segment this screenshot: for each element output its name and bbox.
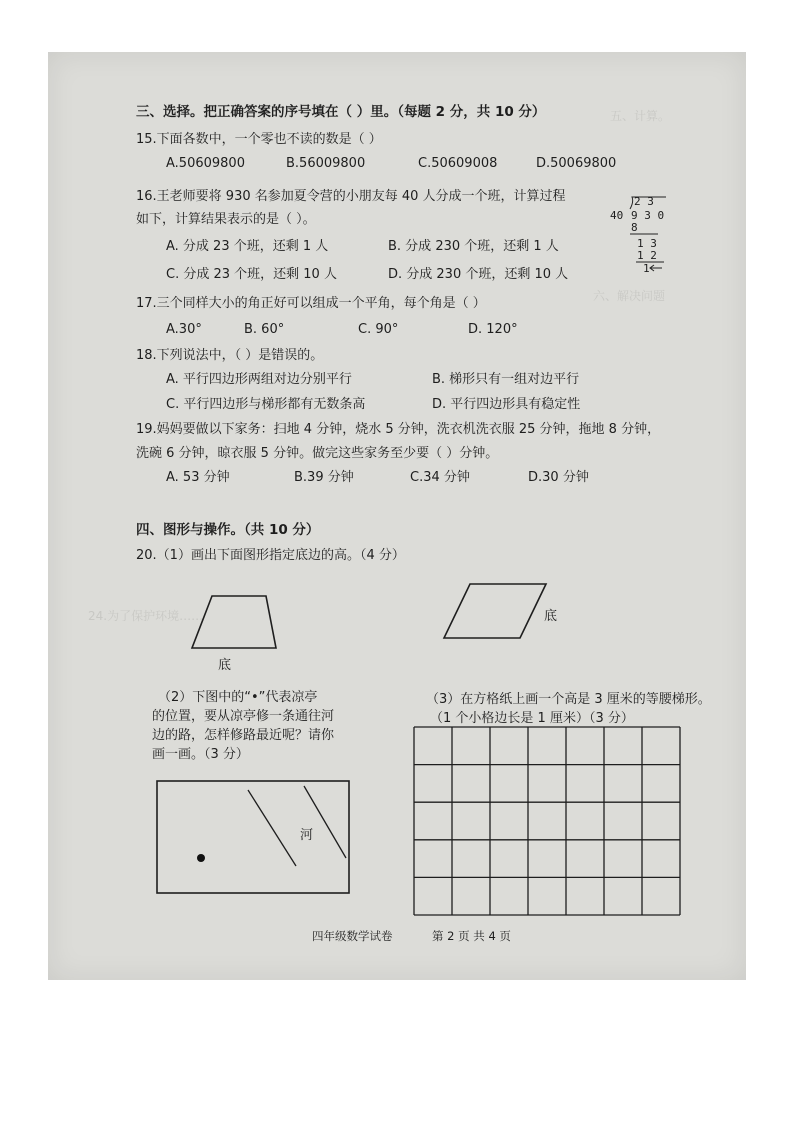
division-lines bbox=[608, 192, 688, 272]
q20-part1-stem: 20.（1）画出下面图形指定底边的高。（4 分） bbox=[136, 548, 405, 563]
q17-option-c: C. 90° bbox=[358, 322, 399, 337]
q19-option-c: C.34 分钟 bbox=[410, 470, 470, 485]
q20-part2-line1: （2）下图中的“•”代表凉亭 bbox=[158, 690, 318, 705]
q18-stem: 18.下列说法中，（ ）是错误的。 bbox=[136, 348, 324, 363]
q15-option-b: B.56009800 bbox=[286, 156, 366, 171]
division-quotient: 2 3 bbox=[634, 195, 654, 208]
q15-option-a: A.50609800 bbox=[166, 156, 245, 171]
parallelogram-figure bbox=[442, 580, 552, 640]
q17-stem: 17.三个同样大小的角正好可以组成一个平角，每个角是（ ） bbox=[136, 296, 486, 311]
q17-option-a: A.30° bbox=[166, 322, 202, 337]
division-divisor: 40 bbox=[610, 209, 624, 222]
q15-option-d: D.50069800 bbox=[536, 156, 617, 171]
q16-option-d: D. 分成 230 个班，还剩 10 人 bbox=[388, 267, 569, 282]
q18-option-c: C. 平行四边形与梯形都有无数条高 bbox=[166, 397, 366, 412]
q19-stem-line1: 19.妈妈要做以下家务：扫地 4 分钟，烧水 5 分钟，洗衣机洗衣服 25 分钟，拖地 8 分钟， bbox=[136, 422, 661, 437]
q19-option-b: B.39 分钟 bbox=[294, 470, 354, 485]
parallelogram-base-label: 底 bbox=[544, 609, 558, 624]
q20-part2-line4: 画一画。（3 分） bbox=[152, 747, 249, 762]
square-grid-paper[interactable] bbox=[413, 726, 681, 916]
q20-part2-line2: 的位置，要从凉亭修一条通往河 bbox=[152, 709, 335, 724]
q20-part2-line3: 边的路，怎样修路最近呢？请你 bbox=[152, 728, 335, 743]
bleed-through-mark: 五、计算。 bbox=[610, 109, 671, 123]
q20-part3-line1: （3）在方格纸上画一个高是 3 厘米的等腰梯形。 bbox=[426, 692, 711, 707]
q16-option-a: A. 分成 23 个班，还剩 1 人 bbox=[166, 239, 329, 254]
exam-page bbox=[48, 52, 746, 980]
q15-option-c: C.50609008 bbox=[418, 156, 498, 171]
division-remainder: 1 bbox=[643, 262, 650, 275]
q18-option-b: B. 梯形只有一组对边平行 bbox=[432, 372, 580, 387]
division-step2: 1 3 bbox=[637, 237, 657, 250]
river-label: 河 bbox=[300, 828, 314, 843]
section-3-title: 三、选择。把正确答案的序号填在（ ）里。（每题 2 分，共 10 分） bbox=[136, 104, 546, 120]
q20-part3-line2: （1 个小格边长是 1 厘米）（3 分） bbox=[430, 711, 634, 726]
q16-stem-line1: 16.王老师要将 930 名参加夏令营的小朋友每 40 人分成一个班，计算过程 bbox=[136, 189, 566, 204]
division-dividend: 9 3 0 bbox=[631, 209, 665, 222]
trapezoid-figure bbox=[190, 592, 280, 652]
q17-option-d: D. 120° bbox=[468, 322, 518, 337]
q16-stem-line2: 如下，计算结果表示的是（ ）。 bbox=[136, 212, 316, 227]
bleed-through-mark: 六、解决问题 bbox=[593, 289, 666, 303]
q17-option-b: B. 60° bbox=[244, 322, 285, 337]
bleed-through-mark: 24.为了保护环境…… bbox=[88, 609, 204, 623]
q18-option-d: D. 平行四边形具有稳定性 bbox=[432, 397, 581, 412]
q15-stem: 15.下面各数中，一个零也不读的数是（ ） bbox=[136, 132, 382, 147]
section-4-title: 四、图形与操作。（共 10 分） bbox=[136, 522, 320, 538]
footer-page-number: 第 2 页 共 4 页 bbox=[432, 929, 511, 943]
q18-option-a: A. 平行四边形两组对边分别平行 bbox=[166, 372, 352, 387]
footer-subject: 四年级数学试卷 bbox=[312, 929, 393, 943]
division-step1: 8 bbox=[631, 221, 638, 234]
q16-option-b: B. 分成 230 个班，还剩 1 人 bbox=[388, 239, 559, 254]
q19-option-d: D.30 分钟 bbox=[528, 470, 589, 485]
trapezoid-base-label: 底 bbox=[218, 658, 232, 673]
q19-option-a: A. 53 分钟 bbox=[166, 470, 230, 485]
pavilion-river-diagram bbox=[156, 780, 350, 894]
q16-option-c: C. 分成 23 个班，还剩 10 人 bbox=[166, 267, 337, 282]
q19-stem-line2: 洗碗 6 分钟，晾衣服 5 分钟。做完这些家务至少要（ ）分钟。 bbox=[136, 446, 499, 461]
division-step3: 1 2 bbox=[637, 249, 657, 262]
